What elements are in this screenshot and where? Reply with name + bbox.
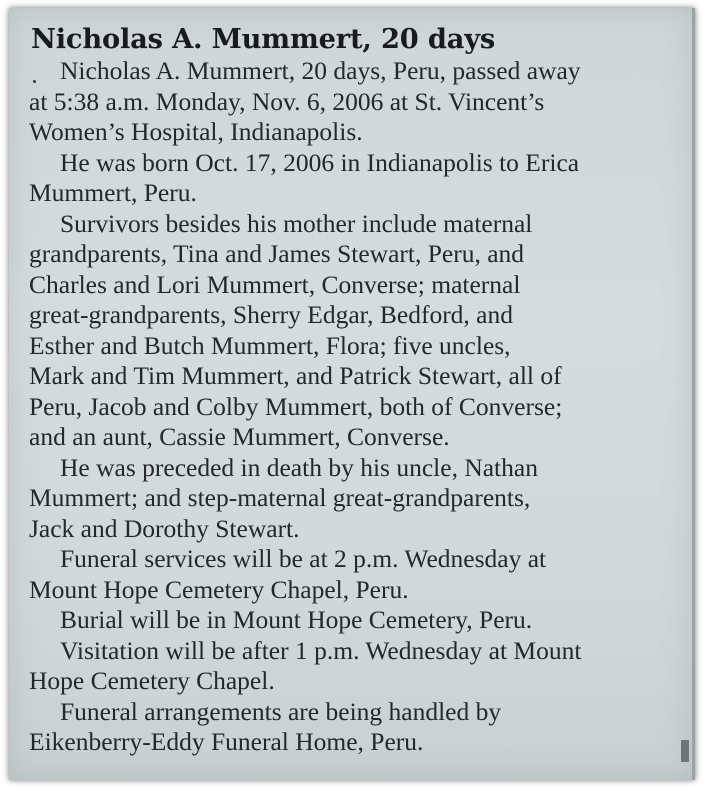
text-line: grandparents, Tina and James Stewart, Peru, and bbox=[29, 239, 525, 268]
obituary-headline: Nicholas A. Mummert, 20 days bbox=[31, 23, 496, 55]
paragraph-visitation bbox=[29, 636, 676, 697]
text-line: Women’s Hospital, Indianapolis. bbox=[29, 117, 363, 146]
text-line: Mummert, Peru. bbox=[29, 178, 197, 207]
text-line: He was born Oct. 17, 2006 in Indianapolis to Erica bbox=[60, 147, 580, 177]
paragraph-birth bbox=[29, 148, 676, 209]
text-line: Eikenberry-Eddy Funeral Home, Peru. bbox=[29, 727, 424, 756]
text-line: Mount Hope Cemetery Chapel, Peru. bbox=[29, 574, 409, 604]
text-line: Survivors besides his mother include maternal bbox=[60, 208, 533, 238]
clipping-edge-mark bbox=[681, 740, 689, 762]
paragraph-burial bbox=[29, 605, 676, 636]
text-line: He was preceded in death by his uncle, Nathan bbox=[60, 452, 538, 482]
text-line: Funeral arrangements are being handled by bbox=[60, 696, 502, 726]
text-line: Nicholas A. Mummert, 20 days, Peru, passed away bbox=[60, 56, 581, 85]
paragraph-funeral-services bbox=[29, 544, 676, 605]
text-line: at 5:38 a.m. Monday, Nov. 6, 2006 at St. Vincent’s bbox=[29, 86, 545, 116]
text-line: great-grandparents, Sherry Edgar, Bedford, and bbox=[29, 300, 514, 329]
text-line: Mummert; and step-maternal great-grandparents, bbox=[29, 483, 531, 512]
text-line: and an aunt, Cassie Mummert, Converse. bbox=[29, 422, 450, 451]
text-line: Hope Cemetery Chapel. bbox=[29, 666, 275, 695]
text-line: Jack and Dorothy Stewart. bbox=[29, 513, 300, 543]
text-line: Charles and Lori Mummert, Converse; maternal bbox=[29, 269, 521, 299]
paragraph-preceded-in-death bbox=[29, 453, 676, 545]
paragraph-arrangements bbox=[29, 697, 676, 758]
newspaper-clipping bbox=[9, 8, 695, 780]
text-line: Peru, Jacob and Colby Mummert, both of Converse; bbox=[29, 391, 563, 421]
text-line: Funeral services will be at 2 p.m. Wednesday at bbox=[60, 544, 547, 573]
paragraph-survivors bbox=[29, 209, 676, 453]
ink-speck bbox=[33, 80, 36, 83]
obituary-body bbox=[29, 56, 676, 758]
text-line: Mark and Tim Mummert, and Patrick Stewart, all of bbox=[29, 361, 562, 390]
paragraph-death-notice bbox=[29, 56, 676, 148]
text-line: Visitation will be after 1 p.m. Wednesday at Mount bbox=[60, 635, 582, 665]
text-line: Burial will be in Mount Hope Cemetery, Peru. bbox=[60, 605, 533, 634]
text-line: Esther and Butch Mummert, Flora; five uncles, bbox=[29, 330, 511, 360]
